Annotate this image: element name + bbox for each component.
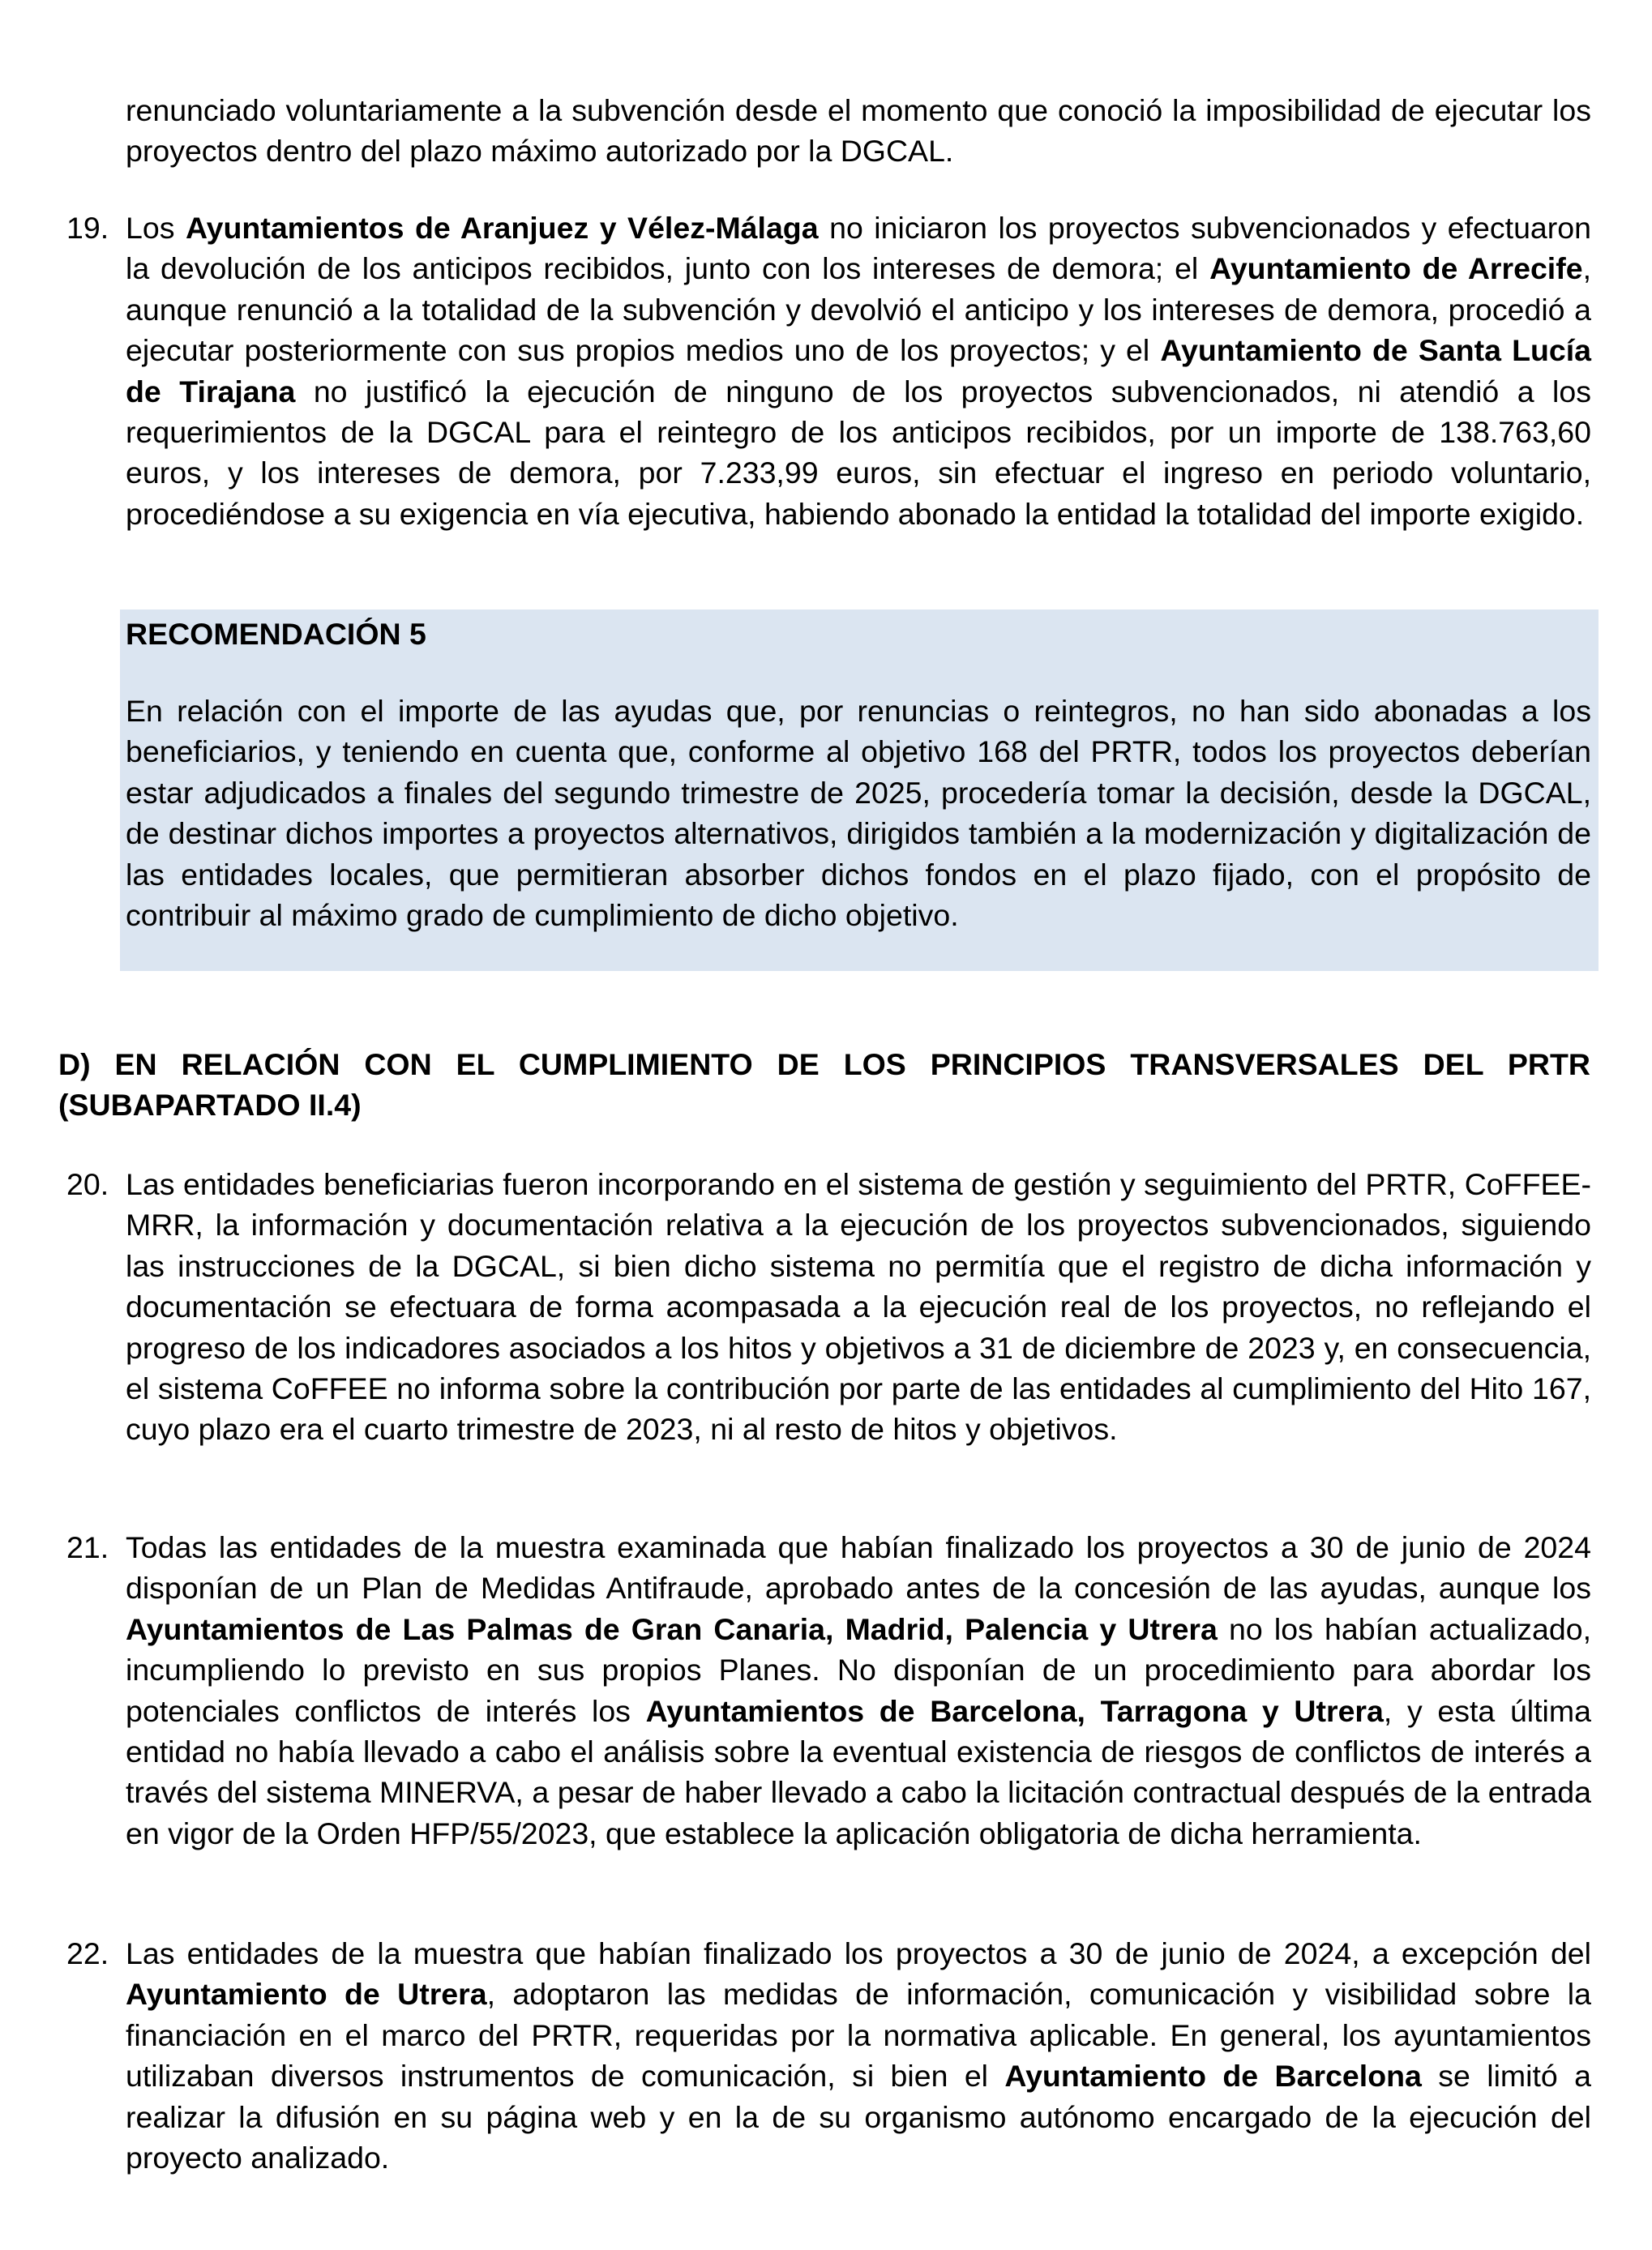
bold-entity-name: Ayuntamiento de Utrera [126,1977,487,2012]
bold-entity-name: Ayuntamiento de Santa Lucía de Tirajana [126,333,1592,409]
bold-entity-name: Ayuntamiento de Barcelona [1004,2059,1422,2094]
text-segment: , aunque renunció a la totalidad de la subvención y devolvió el anticipo y los intereses de demora, procedió a ejecutar posteriormente con sus propios medios uno de los proyectos; y el [126,251,1591,368]
item-number: 19. [66,211,109,245]
text-segment: , y esta última entidad no había llevado a cabo el análisis sobre la eventual existencia de riesgos de conflictos de interés a través del sistema MINERVA, a pesar de haber llevado a cabo la licitación contractual después de la entrada en vigor de la Orden HFP/55/2023, que establece la aplicación obligatoria de dicha herramienta. [126,1693,1591,1850]
list-item-22 [66,1933,1591,2178]
item-number: 22. [66,1936,109,1970]
text-segment: Las entidades de la muestra que habían finalizado los proyectos a 30 de junio de 2024, a excepción del [126,1936,1591,1970]
item-number: 20. [66,1167,109,1201]
item-text [126,1530,1591,1850]
continuation-text: renunciado voluntariamente a la subvención desde el momento que conoció la imposibilidad de ejecutar los proyectos dentro del plazo máximo autorizado por la DGCAL. [126,93,1591,169]
text-segment: Todas las entidades de la muestra examinada que habían finalizado los proyectos a 30 de junio de 2024 disponían de un Plan de Medidas Antifraude, aprobado antes de la concesión de las ayudas, aunque los [126,1530,1591,1606]
bold-entity-name: Ayuntamiento de Arrecife [1209,251,1583,286]
text-segment: , adoptaron las medidas de información, comunicación y visibilidad sobre la financiación en el marco del PRTR, requeridas por la normativa aplicable. En general, los ayuntamientos utilizaban diversos instrumentos de comunicación, si bien el [126,1977,1591,2094]
text-segment: Las entidades beneficiarias fueron incorporando en el sistema de gestión y seguimiento del PRTR, CoFFEE-MRR, la información y documentación relativa a la ejecución de los proyectos subvencionados, siguiendo las instrucciones de la DGCAL, si bien dicho sistema no permitía que el registro de dicha información y documentación se efectuara de forma acompasada a la ejecución real de los proyectos, no reflejando el progreso de los indicadores asociados a los hitos y objetivos a 31 de diciembre de 2023 y, en consecuencia, el sistema CoFFEE no informa sobre la contribución por parte de las entidades al cumplimiento del Hito 167, cuyo plazo era el cuarto trimestre de 2023, ni al resto de hitos y objetivos. [126,1167,1591,1447]
item-number: 21. [66,1530,109,1564]
bold-entity-name: Ayuntamientos de Las Palmas de Gran Canaria, Madrid, Palencia y Utrera [126,1611,1218,1646]
text-segment: no justificó la ejecución de ninguno de los proyectos subvencionados, ni atendió a los requerimientos de la DGCAL para el reintegro de los anticipos recibidos, por un importe de 138.763,60 euros, y los intereses de demora, por 7.233,99 euros, sin efectuar el ingreso en periodo voluntario, procediéndose a su exigencia en vía ejecutiva, habiendo abonado la entidad la totalidad del importe exigido. [126,374,1591,531]
recommendation-title: RECOMENDACIÓN 5 [126,617,426,651]
text-segment: no iniciaron los proyectos subvencionados y efectuaron la devolución de los anticipos recibidos, junto con los intereses de demora; el [126,211,1591,286]
list-item-21 [66,1527,1592,1854]
continuation-paragraph [126,90,1591,172]
list-item-19 [66,207,1592,534]
text-segment: se limitó a realizar la difusión en su página web y en la de su organismo autónomo encargado de la ejecución del proyecto analizado. [126,2059,1591,2175]
list-item-20 [66,1164,1591,1450]
item-text [126,211,1591,531]
recommendation-body: En relación con el importe de las ayudas que, por renuncias o reintegros, no han sido abonadas a los beneficiarios, y teniendo en cuenta que, conforme al objetivo 168 del PRTR, todos los proyectos deberían estar adjudicados a finales del segundo trimestre de 2025, procedería tomar la decisión, desde la DGCAL, de destinar dichos importes a proyectos alternativos, dirigidos también a la modernización y digitalización de las entidades locales, que permitieran absorber dichos fondos en el plazo fijado, con el propósito de contribuir al máximo grado de cumplimiento de dicho objetivo. [126,694,1591,933]
section-heading: D) EN RELACIÓN CON EL CUMPLIMIENTO DE LOS PRINCIPIOS TRANSVERSALES DEL PRTR (SUBAPARTADO II.4) [58,1047,1590,1123]
bold-entity-name: Ayuntamientos de Barcelona, Tarragona y Utrera [645,1693,1384,1728]
text-segment: Los [126,211,186,245]
recommendation-box [120,610,1599,971]
item-text [126,1167,1591,1446]
item-text [126,1936,1591,2175]
text-segment: no los habían actualizado, incumpliendo lo previsto en sus propios Planes. No disponían de un procedimiento para abordar los potenciales conflictos de interés los [126,1611,1592,1728]
bold-entity-name: Ayuntamientos de Aranjuez y Vélez-Málaga [185,211,819,245]
